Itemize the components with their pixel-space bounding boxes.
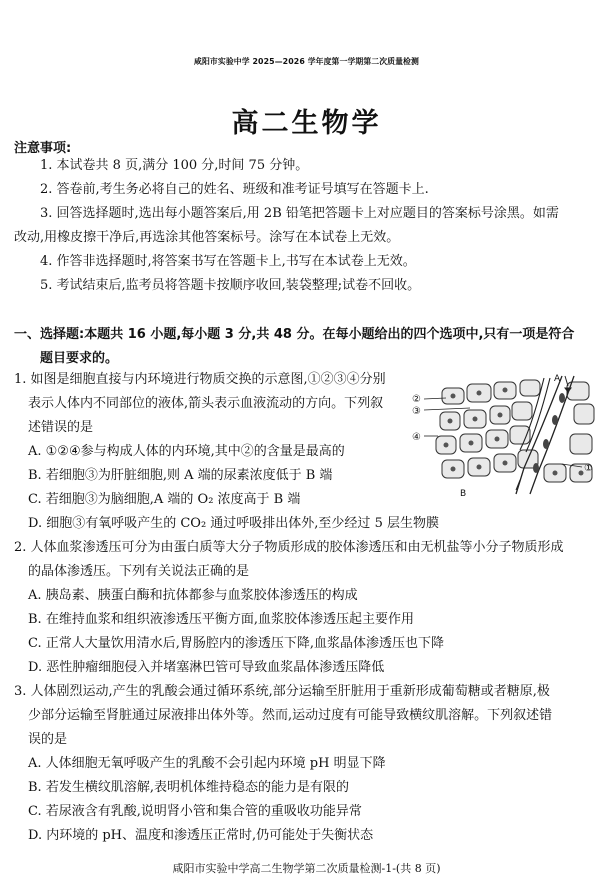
notice-item-3-cont: 改动,用橡皮擦干净后,再选涂其他答案标号。涂写在本试卷上无效。	[14, 230, 400, 245]
label-b: B	[460, 489, 467, 498]
q3-stem-line-3: 误的是	[28, 732, 68, 747]
q3-option-c: C. 若尿液含有乳酸,说明肾小管和集合管的重吸收功能异常	[28, 804, 362, 819]
q1-stem-line-3: 述错误的是	[28, 420, 94, 435]
q3-stem-line-1: 3. 人体剧烈运动,产生的乳酸会通过循环系统,部分运输至肝脏用于重新形成葡萄糖或者糖原,极	[14, 684, 550, 699]
notice-item-3: 3. 回答选择题时,选出每小题答案后,用 2B 铅笔把答题卡上对应题目的答案标号涂黑。如需	[40, 206, 559, 221]
q2-stem-line-1: 2. 人体血浆渗透压可分为由蛋白质等大分子物质形成的胶体渗透压和由无机盐等小分子物质形成	[14, 540, 564, 555]
page-footer: 咸阳市实验中学高二生物学第二次质量检测-1-(共 8 页)	[172, 862, 441, 875]
q1-stem-line-2: 表示人体内不同部位的液体,箭头表示血液流动的方向。下列叙	[28, 396, 384, 411]
q3-stem-line-2: 少部分运输至肾脏通过尿液排出体外等。然而,运动过度有可能导致横纹肌溶解。下列叙述错	[28, 708, 553, 723]
notice-item-2: 2. 答卷前,考生务必将自己的姓名、班级和准考证号填写在答题卡上.	[40, 182, 429, 197]
notice-item-4: 4. 作答非选择题时,将答案书写在答题卡上,书写在本试卷上无效。	[40, 254, 416, 269]
q1-option-d: D. 细胞③有氧呼吸产生的 CO₂ 通过呼吸排出体外,至少经过 5 层生物膜	[28, 516, 439, 531]
q3-option-d: D. 内环境的 pH、温度和渗透压正常时,仍可能处于失衡状态	[28, 828, 374, 843]
notice-heading: 注意事项:	[14, 141, 72, 156]
tissue-exchange-diagram	[412, 372, 602, 498]
q3-option-b: B. 若发生横纹肌溶解,表明机体维持稳态的能力是有限的	[28, 780, 349, 795]
notice-item-1: 1. 本试卷共 8 页,满分 100 分,时间 75 分钟。	[40, 158, 309, 173]
section-heading: 一、选择题:本题共 16 小题,每小题 3 分,共 48 分。在每小题给出的四个选项中,只有一项是符合	[14, 327, 575, 342]
section-heading-cont: 题目要求的。	[40, 351, 119, 366]
label-2: ②	[412, 394, 421, 405]
q1-option-c: C. 若细胞③为脑细胞,A 端的 O₂ 浓度高于 B 端	[28, 492, 301, 507]
label-4: ④	[412, 432, 421, 443]
exam-title: 咸阳市实验中学 2025—2026 学年度第一学期第二次质量检测	[194, 57, 419, 66]
q2-stem-line-2: 的晶体渗透压。下列有关说法正确的是	[28, 564, 250, 579]
q1-stem-line-1: 1. 如图是细胞直接与内环境进行物质交换的示意图,①②③④分别	[14, 372, 386, 387]
label-a: A	[554, 374, 561, 384]
q2-option-c: C. 正常人大量饮用清水后,胃肠腔内的渗透压下降,血浆晶体渗透压也下降	[28, 636, 445, 651]
notice-item-5: 5. 考试结束后,监考员将答题卡按顺序收回,装袋整理;试卷不回收。	[40, 278, 421, 293]
q2-option-a: A. 胰岛素、胰蛋白酶和抗体都参与血浆胶体渗透压的构成	[28, 588, 358, 603]
q1-option-b: B. 若细胞③为肝脏细胞,则 A 端的尿素浓度低于 B 端	[28, 468, 333, 483]
subject-title: 高二生物学	[231, 108, 382, 139]
q1-option-a: A. ①②④参与构成人体的内环境,其中②的含量是最高的	[28, 444, 345, 459]
q2-option-d: D. 恶性肿瘤细胞侵入并堵塞淋巴管可导致血浆晶体渗透压降低	[28, 660, 385, 675]
tissue-cells	[436, 380, 594, 482]
label-3: ③	[412, 406, 421, 417]
q2-option-b: B. 在维持血浆和组织液渗透压平衡方面,血浆胶体渗透压起主要作用	[28, 612, 414, 627]
label-1: ①	[584, 463, 593, 474]
q3-option-a: A. 人体细胞无氧呼吸产生的乳酸不会引起内环境 pH 明显下降	[28, 756, 386, 771]
